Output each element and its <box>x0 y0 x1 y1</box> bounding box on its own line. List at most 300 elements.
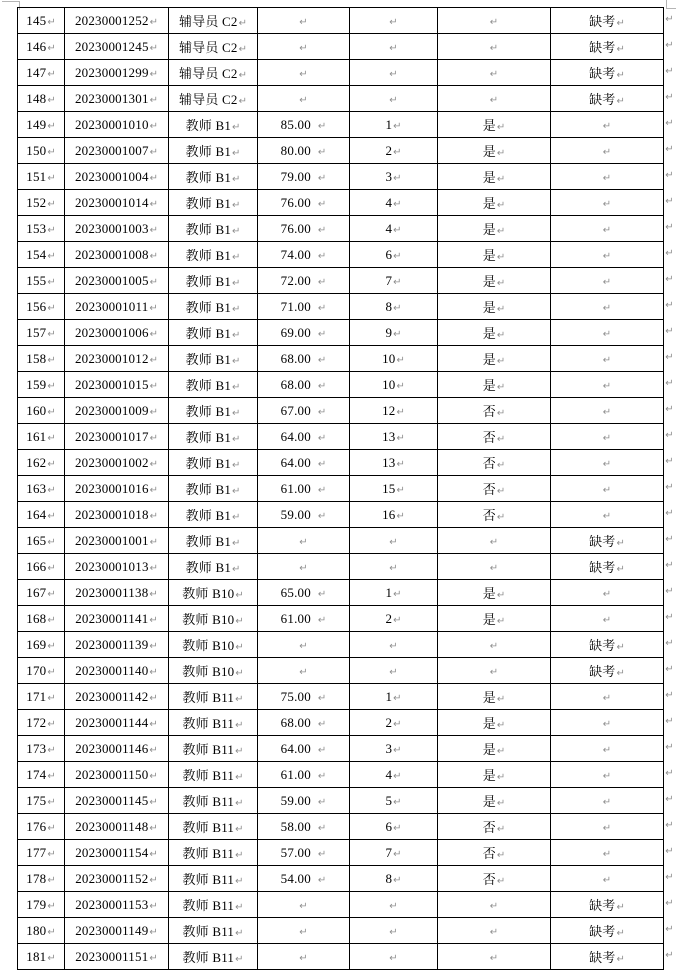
cell-qualified <box>438 606 551 632</box>
cell-score <box>258 918 350 944</box>
cell-end-mark-icon: ↵ <box>496 824 506 835</box>
cell-score <box>258 8 350 34</box>
row-end-mark-icon: ↵ <box>665 508 674 519</box>
cell-qualified <box>438 346 551 372</box>
cell-end-mark-icon: ↵ <box>149 848 158 860</box>
cell-end-mark-icon: ↵ <box>317 276 327 288</box>
cell-position <box>169 814 258 840</box>
cell-end-mark-icon: ↵ <box>602 744 612 756</box>
cell-text: 166 <box>26 558 47 574</box>
row-end-mark-icon: ↵ <box>665 586 674 597</box>
cell-text: 20230001013 <box>74 558 149 574</box>
cell-text: 否 <box>482 872 496 887</box>
cell-score <box>258 866 350 892</box>
cell-status <box>551 294 664 320</box>
cell-row-no <box>18 242 65 268</box>
cell-position <box>169 268 258 294</box>
cell-row-no <box>18 320 65 346</box>
cell-row-no <box>18 164 65 190</box>
cell-end-mark-icon: ↵ <box>47 68 56 80</box>
cell-candidate-id <box>65 762 169 788</box>
cell-text: 教师 B11 <box>182 898 235 913</box>
cell-row-no <box>18 814 65 840</box>
cell-row-no <box>18 424 65 450</box>
cell-text: 151 <box>26 168 47 184</box>
cell-end-mark-icon: ↵ <box>489 16 499 28</box>
cell-end-mark-icon: ↵ <box>47 276 56 288</box>
cell-status <box>551 684 664 710</box>
cell-end-mark-icon: ↵ <box>149 744 158 756</box>
cell-text: 145 <box>26 12 47 28</box>
cell-text: 20230001141 <box>75 610 149 626</box>
cell-text: 缺考 <box>589 898 616 913</box>
cell-text: 155 <box>26 272 47 288</box>
cell-end-mark-icon: ↵ <box>149 718 158 730</box>
cell-text: 148 <box>26 90 47 106</box>
cell-text: 教师 B11 <box>182 846 235 861</box>
cell-position <box>169 86 258 112</box>
cell-end-mark-icon: ↵ <box>232 564 241 575</box>
cell-text: 20230001301 <box>74 90 149 106</box>
cell-candidate-id <box>65 346 169 372</box>
cell-row-no <box>18 528 65 554</box>
cell-candidate-id <box>65 8 169 34</box>
cell-end-mark-icon: ↵ <box>149 640 158 652</box>
cell-score <box>258 658 350 684</box>
cell-candidate-id <box>65 840 169 866</box>
cell-text: 是 <box>482 118 496 133</box>
cell-row-no <box>18 190 65 216</box>
cell-candidate-id <box>65 190 169 216</box>
table-row <box>18 450 664 476</box>
cell-text: 9 <box>385 324 393 340</box>
cell-end-mark-icon: ↵ <box>393 744 402 756</box>
cell-end-mark-icon: ↵ <box>496 408 506 419</box>
cell-row-no <box>18 346 65 372</box>
table-row <box>18 242 664 268</box>
cell-qualified <box>438 34 551 60</box>
cell-end-mark-icon: ↵ <box>149 874 158 886</box>
cell-row-no <box>18 398 65 424</box>
cell-end-mark-icon: ↵ <box>317 120 327 132</box>
cell-end-mark-icon: ↵ <box>317 770 327 782</box>
cell-text: 13 <box>382 428 396 444</box>
cell-score <box>258 268 350 294</box>
cell-end-mark-icon: ↵ <box>496 772 506 783</box>
cell-qualified <box>438 892 551 918</box>
cell-text: 178 <box>26 870 47 886</box>
cell-status <box>551 606 664 632</box>
cell-text: 教师 B11 <box>182 924 235 939</box>
cell-end-mark-icon: ↵ <box>496 252 506 263</box>
cell-candidate-id <box>65 710 169 736</box>
cell-end-mark-icon: ↵ <box>317 484 327 496</box>
cell-qualified <box>438 372 551 398</box>
cell-end-mark-icon: ↵ <box>47 328 56 340</box>
cell-rank <box>350 918 438 944</box>
cell-score <box>258 450 350 476</box>
cell-candidate-id <box>65 554 169 580</box>
cell-text: 157 <box>26 324 47 340</box>
cell-end-mark-icon: ↵ <box>602 380 612 392</box>
cell-end-mark-icon: ↵ <box>317 822 327 834</box>
cell-row-no <box>18 112 65 138</box>
cell-candidate-id <box>65 294 169 320</box>
cell-end-mark-icon: ↵ <box>489 666 499 678</box>
cell-end-mark-icon: ↵ <box>149 458 159 470</box>
cell-end-mark-icon: ↵ <box>496 330 506 341</box>
cell-text: 是 <box>482 742 496 757</box>
cell-end-mark-icon: ↵ <box>235 902 244 913</box>
cell-text: 1 <box>385 688 393 704</box>
cell-end-mark-icon: ↵ <box>47 614 56 626</box>
cell-end-mark-icon: ↵ <box>235 694 244 705</box>
cell-text: 57.00 <box>280 844 311 860</box>
cell-row-no <box>18 450 65 476</box>
cell-candidate-id <box>65 138 169 164</box>
cell-text: 教师 B11 <box>182 768 235 783</box>
cell-qualified <box>438 528 551 554</box>
cell-row-no <box>18 86 65 112</box>
cell-score <box>258 86 350 112</box>
cell-rank <box>350 736 438 762</box>
cell-end-mark-icon: ↵ <box>602 302 612 314</box>
cell-status <box>551 528 664 554</box>
cell-text: 辅导员 C2 <box>178 40 238 55</box>
cell-text: 176 <box>26 818 47 834</box>
table-row <box>18 372 664 398</box>
cell-score <box>258 710 350 736</box>
cell-qualified <box>438 60 551 86</box>
cell-status <box>551 476 664 502</box>
cell-position <box>169 632 258 658</box>
cell-end-mark-icon: ↵ <box>389 42 398 54</box>
cell-rank <box>350 34 438 60</box>
row-end-mark-icon: ↵ <box>665 196 674 207</box>
cell-end-mark-icon: ↵ <box>149 536 159 548</box>
cell-end-mark-icon: ↵ <box>317 432 327 444</box>
cell-end-mark-icon: ↵ <box>235 590 244 601</box>
cell-text: 150 <box>26 142 47 158</box>
cell-text: 7 <box>385 844 393 860</box>
cell-rank <box>350 112 438 138</box>
cell-text: 教师 B11 <box>182 820 235 835</box>
table-row <box>18 632 664 658</box>
cell-text: 4 <box>385 220 393 236</box>
cell-rank <box>350 528 438 554</box>
cell-qualified <box>438 320 551 346</box>
cell-end-mark-icon: ↵ <box>299 42 308 54</box>
cell-end-mark-icon: ↵ <box>232 486 241 497</box>
cell-end-mark-icon: ↵ <box>47 588 56 600</box>
cell-text: 161 <box>26 428 47 444</box>
cell-end-mark-icon: ↵ <box>47 458 56 470</box>
cell-rank <box>350 450 438 476</box>
table-row <box>18 944 664 970</box>
row-end-mark-icon: ↵ <box>665 378 674 389</box>
table-row <box>18 658 664 684</box>
cell-rank <box>350 944 438 970</box>
cell-text: 20230001245 <box>74 38 149 54</box>
cell-end-mark-icon: ↵ <box>47 406 56 418</box>
cell-status <box>551 658 664 684</box>
cell-text: 辅导员 C2 <box>178 14 238 29</box>
cell-status <box>551 268 664 294</box>
cell-text: 71.00 <box>280 298 311 314</box>
cell-text: 1 <box>385 116 393 132</box>
cell-score <box>258 294 350 320</box>
cell-candidate-id <box>65 424 169 450</box>
cell-end-mark-icon: ↵ <box>496 616 506 627</box>
cell-text: 68.00 <box>280 714 311 730</box>
cell-end-mark-icon: ↵ <box>47 354 56 366</box>
cell-end-mark-icon: ↵ <box>238 44 247 55</box>
cell-end-mark-icon: ↵ <box>47 926 56 938</box>
table-row <box>18 164 664 190</box>
cell-rank <box>350 294 438 320</box>
cell-rank <box>350 840 438 866</box>
cell-qualified <box>438 450 551 476</box>
cell-text: 162 <box>26 454 47 470</box>
cell-end-mark-icon: ↵ <box>317 874 327 886</box>
cell-end-mark-icon: ↵ <box>47 848 56 860</box>
cell-text: 3 <box>385 740 393 756</box>
row-end-mark-icon: ↵ <box>665 534 674 545</box>
cell-qualified <box>438 8 551 34</box>
cell-text: 4 <box>385 766 393 782</box>
cell-row-no <box>18 762 65 788</box>
cell-text: 179 <box>26 896 47 912</box>
cell-position <box>169 424 258 450</box>
cell-text: 64.00 <box>280 740 311 756</box>
cell-text: 20230001144 <box>75 714 149 730</box>
cell-position <box>169 606 258 632</box>
cell-end-mark-icon: ↵ <box>47 822 56 834</box>
cell-end-mark-icon: ↵ <box>602 406 612 418</box>
cell-end-mark-icon: ↵ <box>47 120 56 132</box>
cell-text: 缺考 <box>589 664 616 679</box>
cell-end-mark-icon: ↵ <box>149 510 159 522</box>
cell-end-mark-icon: ↵ <box>232 356 241 367</box>
cell-text: 3 <box>385 168 393 184</box>
cell-text: 2 <box>385 142 393 158</box>
cell-status <box>551 372 664 398</box>
cell-text: 教师 B1 <box>185 326 232 341</box>
cell-rank <box>350 684 438 710</box>
cell-end-mark-icon: ↵ <box>47 562 56 574</box>
cell-end-mark-icon: ↵ <box>47 198 56 210</box>
cell-text: 20230001154 <box>75 844 149 860</box>
table-row <box>18 502 664 528</box>
cell-end-mark-icon: ↵ <box>393 796 402 808</box>
cell-text: 教师 B11 <box>182 950 235 965</box>
cell-text: 20230001151 <box>75 948 149 964</box>
cell-end-mark-icon: ↵ <box>602 770 612 782</box>
cell-end-mark-icon: ↵ <box>149 666 158 678</box>
cell-qualified <box>438 762 551 788</box>
cell-end-mark-icon: ↵ <box>317 510 327 522</box>
cell-qualified <box>438 112 551 138</box>
cell-score <box>258 242 350 268</box>
table-row <box>18 788 664 814</box>
cell-end-mark-icon: ↵ <box>616 668 625 679</box>
cell-score <box>258 190 350 216</box>
cell-row-no <box>18 34 65 60</box>
cell-end-mark-icon: ↵ <box>389 640 398 652</box>
cell-score <box>258 736 350 762</box>
row-end-mark-icon: ↵ <box>665 482 674 493</box>
cell-end-mark-icon: ↵ <box>232 512 241 523</box>
cell-text: 20230001004 <box>74 168 149 184</box>
cell-position <box>169 138 258 164</box>
cell-text: 是 <box>482 612 496 627</box>
cell-text: 5 <box>385 792 393 808</box>
cell-text: 缺考 <box>589 40 616 55</box>
cell-text: 是 <box>482 326 496 341</box>
cell-score <box>258 164 350 190</box>
row-end-mark-icon: ↵ <box>665 352 674 363</box>
cell-text: 158 <box>26 350 47 366</box>
row-end-marks-column <box>663 7 676 969</box>
cell-text: 20230001002 <box>74 454 149 470</box>
cell-end-mark-icon: ↵ <box>238 18 247 29</box>
table-row <box>18 268 664 294</box>
cell-end-mark-icon: ↵ <box>47 380 56 392</box>
cell-qualified <box>438 164 551 190</box>
cell-qualified <box>438 684 551 710</box>
cell-text: 159 <box>26 376 47 392</box>
table-row <box>18 918 664 944</box>
cell-text: 教师 B1 <box>185 118 232 133</box>
cell-text: 163 <box>26 480 47 496</box>
table-row <box>18 814 664 840</box>
cell-text: 20230001017 <box>74 428 149 444</box>
cell-text: 177 <box>26 844 47 860</box>
cell-end-mark-icon: ↵ <box>317 380 327 392</box>
cell-status <box>551 112 664 138</box>
cell-text: 20230001150 <box>75 766 149 782</box>
cell-end-mark-icon: ↵ <box>47 692 56 704</box>
cell-end-mark-icon: ↵ <box>317 354 327 366</box>
cell-text: 教师 B10 <box>182 664 235 679</box>
table-row <box>18 294 664 320</box>
cell-text: 172 <box>26 714 47 730</box>
cell-rank <box>350 866 438 892</box>
cell-end-mark-icon: ↵ <box>235 954 244 965</box>
cell-text: 20230001012 <box>74 350 149 366</box>
cell-text: 171 <box>26 688 47 704</box>
cell-rank <box>350 372 438 398</box>
cell-text: 156 <box>26 298 47 314</box>
cell-end-mark-icon: ↵ <box>317 692 327 704</box>
row-end-mark-icon: ↵ <box>665 326 674 337</box>
cell-text: 153 <box>26 220 47 236</box>
cell-qualified <box>438 814 551 840</box>
table-row <box>18 34 664 60</box>
cell-text: 是 <box>482 378 496 393</box>
cell-end-mark-icon: ↵ <box>149 770 158 782</box>
cell-end-mark-icon: ↵ <box>496 278 506 289</box>
cell-end-mark-icon: ↵ <box>47 302 56 314</box>
cell-end-mark-icon: ↵ <box>317 328 327 340</box>
cell-score <box>258 60 350 86</box>
cell-status <box>551 918 664 944</box>
cell-score <box>258 840 350 866</box>
cell-score <box>258 684 350 710</box>
cell-row-no <box>18 892 65 918</box>
row-end-mark-icon: ↵ <box>665 950 674 961</box>
row-end-mark-icon: ↵ <box>665 820 674 831</box>
cell-qualified <box>438 918 551 944</box>
cell-text: 76.00 <box>280 220 311 236</box>
cell-score <box>258 476 350 502</box>
cell-position <box>169 190 258 216</box>
cell-text: 167 <box>26 584 47 600</box>
cell-text: 164 <box>26 506 47 522</box>
cell-end-mark-icon: ↵ <box>496 356 506 367</box>
cell-position <box>169 242 258 268</box>
cell-end-mark-icon: ↵ <box>149 484 159 496</box>
table-row <box>18 840 664 866</box>
cell-end-mark-icon: ↵ <box>489 94 499 106</box>
cell-end-mark-icon: ↵ <box>299 952 308 964</box>
cell-status <box>551 8 664 34</box>
cell-end-mark-icon: ↵ <box>393 302 402 314</box>
cell-end-mark-icon: ↵ <box>602 796 612 808</box>
cell-end-mark-icon: ↵ <box>496 200 506 211</box>
cell-row-no <box>18 866 65 892</box>
cell-text: 79.00 <box>280 168 311 184</box>
cell-rank <box>350 762 438 788</box>
cell-rank <box>350 242 438 268</box>
cell-end-mark-icon: ↵ <box>235 772 244 783</box>
cell-end-mark-icon: ↵ <box>602 458 612 470</box>
cell-end-mark-icon: ↵ <box>47 744 56 756</box>
cell-status <box>551 502 664 528</box>
cell-end-mark-icon: ↵ <box>149 198 159 210</box>
cell-end-mark-icon: ↵ <box>396 458 405 470</box>
cell-rank <box>350 424 438 450</box>
cell-qualified <box>438 840 551 866</box>
cell-end-mark-icon: ↵ <box>299 536 308 548</box>
cell-text: 缺考 <box>589 560 616 575</box>
cell-end-mark-icon: ↵ <box>396 406 405 418</box>
cell-score <box>258 892 350 918</box>
cell-position <box>169 294 258 320</box>
cell-text: 20230001149 <box>75 922 149 938</box>
cell-qualified <box>438 476 551 502</box>
cell-end-mark-icon: ↵ <box>317 172 327 184</box>
cell-status <box>551 86 664 112</box>
cell-end-mark-icon: ↵ <box>47 16 56 28</box>
cell-rank <box>350 554 438 580</box>
cell-text: 2 <box>385 610 393 626</box>
cell-rank <box>350 632 438 658</box>
cell-end-mark-icon: ↵ <box>602 510 612 522</box>
cell-end-mark-icon: ↵ <box>47 718 56 730</box>
cell-end-mark-icon: ↵ <box>393 172 402 184</box>
cell-end-mark-icon: ↵ <box>149 172 159 184</box>
cell-end-mark-icon: ↵ <box>47 484 56 496</box>
cell-text: 147 <box>26 64 47 80</box>
cell-end-mark-icon: ↵ <box>232 252 241 263</box>
cell-end-mark-icon: ↵ <box>299 666 308 678</box>
cell-end-mark-icon: ↵ <box>235 928 244 939</box>
cell-candidate-id <box>65 606 169 632</box>
cell-position <box>169 684 258 710</box>
cell-status <box>551 840 664 866</box>
cell-end-mark-icon: ↵ <box>496 720 506 731</box>
